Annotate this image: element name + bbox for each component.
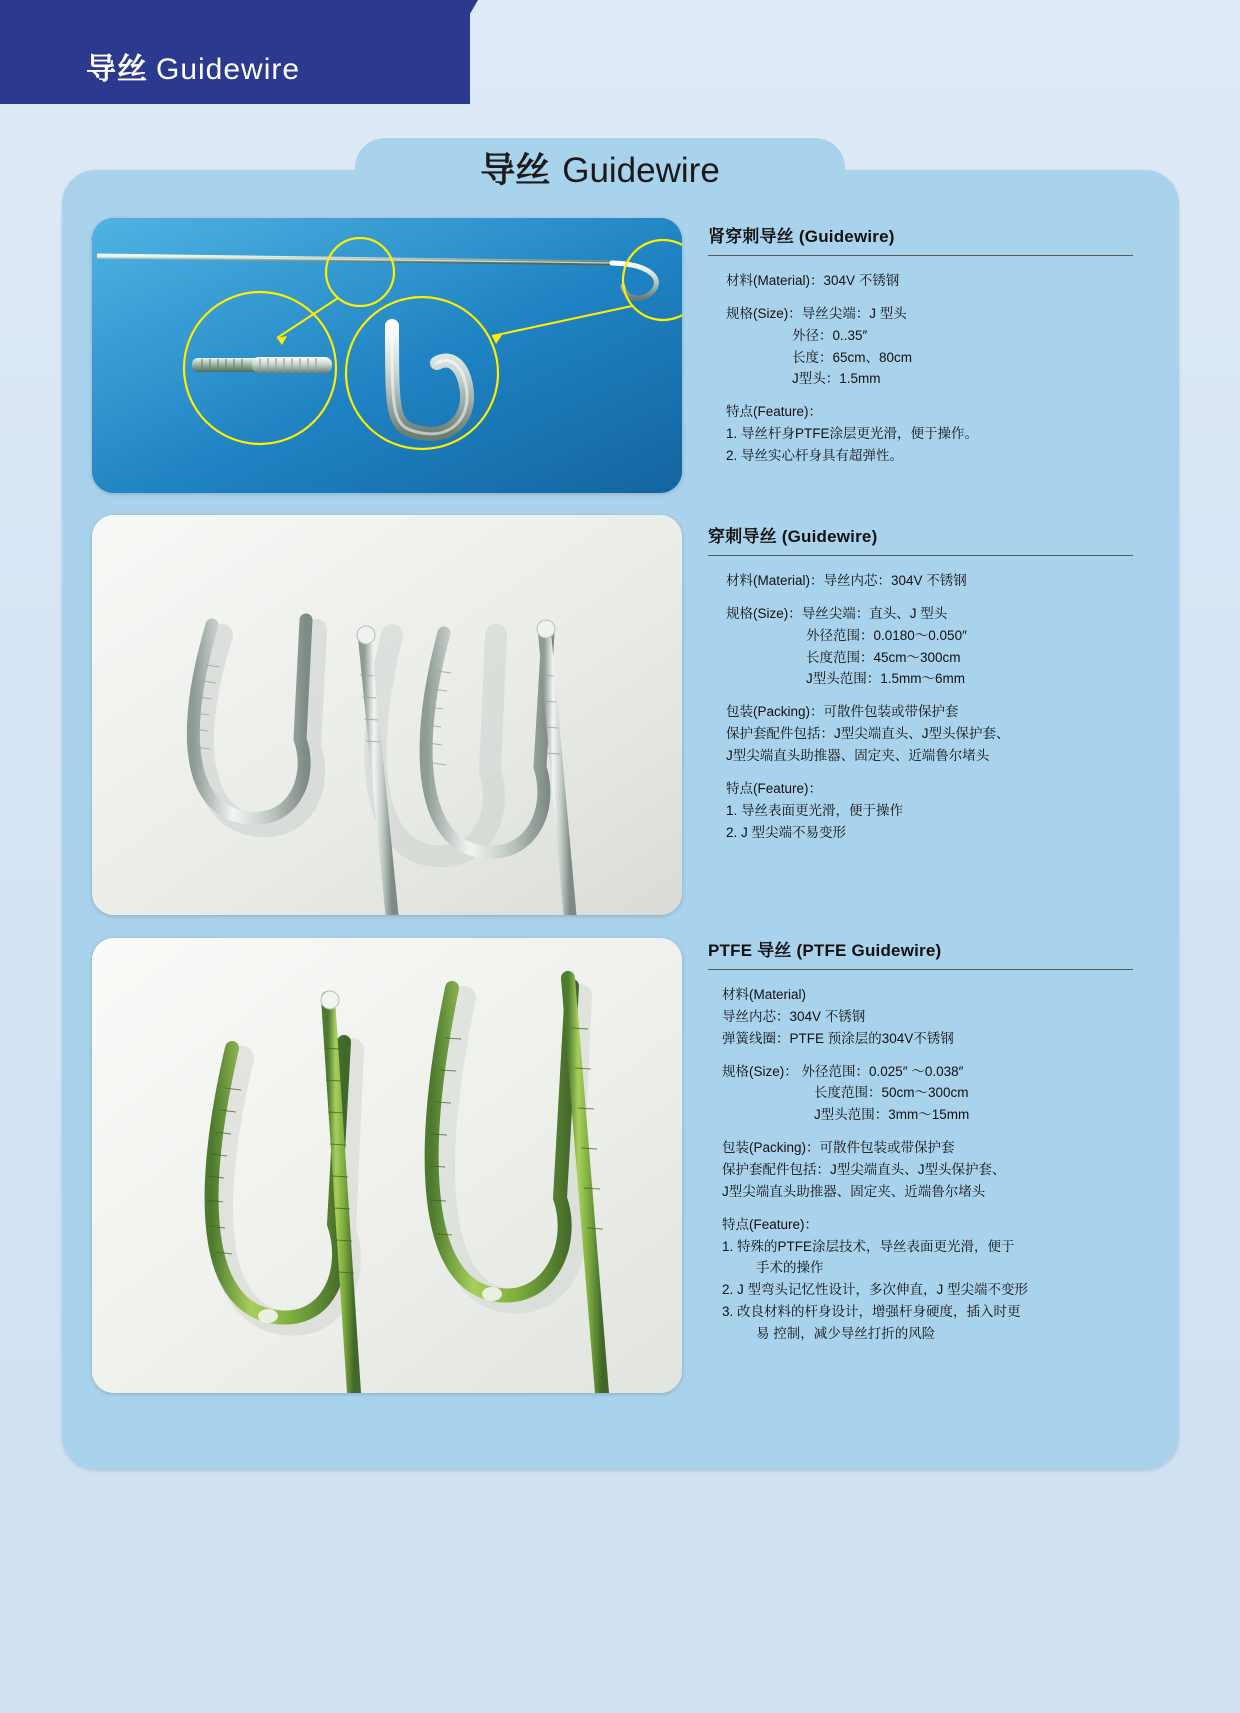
section-puncture-guidewire — [708, 522, 1133, 854]
section-renal-guidewire — [708, 222, 1133, 478]
feature-label-row: 特点(Feature)： — [726, 780, 823, 796]
feature-item-2: 2. J 型尖端不易变形 — [726, 824, 847, 840]
feature-label-row: 特点(Feature)： — [726, 404, 823, 420]
feature-item-1: 1. 特殊的PTFE涂层技术，导丝表面更光滑，便于 — [722, 1238, 1015, 1254]
packing-accessories-row-1: 保护套配件包括：J型尖端直头、J型头保护套、 — [726, 726, 1010, 742]
feature-label-row: 特点(Feature)： — [722, 1216, 819, 1232]
feature-item-3: 3. 改良材料的杆身设计，增强杆身硬度，插入时更 — [722, 1304, 1021, 1320]
ptfe-guidewire-illustration — [92, 938, 682, 1393]
size-jtip-row: J型头：1.5mm — [792, 371, 881, 387]
material-row: 材料(Material)：304V 不锈钢 — [726, 273, 900, 288]
size-length-range-row: 长度范围：50cm～300cm — [814, 1085, 969, 1101]
guidewire-photo-puncture — [92, 515, 682, 915]
material-core-row: 导丝内芯：304V 不锈钢 — [722, 1008, 866, 1024]
material-coil-row: 弹簧线圈：PTFE 预涂层的304V不锈钢 — [722, 1030, 954, 1046]
page-title-en: Guidewire — [156, 53, 301, 86]
size-length-range-row: 长度范围：45cm～300cm — [806, 649, 961, 665]
section-body — [708, 570, 1133, 843]
panel-title-cn: 导丝 — [480, 151, 551, 190]
renal-guidewire-illustration — [92, 218, 682, 493]
panel-title-en: Guidewire — [562, 151, 720, 190]
feature-item-1-cont: 手术的操作 — [756, 1260, 824, 1276]
packing-row: 包装(Packing)：可散件包装或带保护套 — [726, 704, 959, 720]
packing-accessories-row-2: J型尖端直头助推器、固定夹、近端鲁尔堵头 — [726, 748, 990, 764]
material-row: 材料(Material)：导丝内芯：304V 不锈钢 — [726, 573, 967, 588]
size-jtip-range-row: J型头范围：3mm～15mm — [814, 1107, 970, 1123]
section-heading: PTFE 导丝 (PTFE Guidewire) — [708, 941, 942, 960]
section-ptfe-guidewire — [708, 936, 1133, 1356]
section-divider — [708, 255, 1133, 256]
size-od-range-row: 外径范围：0.0180～0.050″ — [806, 627, 967, 643]
size-od-row: 外径：0..35″ — [792, 327, 868, 343]
section-heading: 肾穿刺导丝 (Guidewire) — [708, 227, 895, 246]
size-od-range-row: 规格(Size)： 外径范围：0.025″ ～0.038″ — [722, 1063, 964, 1079]
section-divider — [708, 555, 1133, 556]
section-body — [708, 270, 1133, 467]
puncture-guidewire-illustration — [92, 515, 682, 915]
feature-item-3-cont: 易 控制，减少导丝打折的风险 — [756, 1326, 936, 1342]
material-label-row: 材料(Material) — [722, 987, 807, 1002]
packing-accessories-row-1: 保护套配件包括：J型尖端直头、J型头保护套、 — [722, 1162, 1006, 1178]
page-title — [86, 44, 300, 88]
section-heading: 穿刺导丝 (Guidewire) — [708, 527, 878, 546]
feature-item-1: 1. 导丝表面更光滑，便于操作 — [726, 802, 904, 818]
feature-item-2: 2. J 型弯头记忆性设计，多次伸直，J 型尖端不变形 — [722, 1282, 1029, 1298]
size-row: 规格(Size)：导丝尖端：直头、J 型头 — [726, 605, 948, 621]
page-title-cn: 导丝 — [86, 53, 148, 86]
feature-item-2: 2. 导丝实心杆身具有超弹性。 — [726, 448, 904, 464]
section-divider — [708, 969, 1133, 970]
guidewire-photo-ptfe — [92, 938, 682, 1393]
feature-item-1: 1. 导丝杆身PTFE涂层更光滑，便于操作。 — [726, 426, 979, 442]
panel-title — [355, 138, 845, 200]
packing-accessories-row-2: J型尖端直头助推器、固定夹、近端鲁尔堵头 — [722, 1183, 986, 1199]
guidewire-photo-renal — [92, 218, 682, 493]
section-body — [708, 984, 1133, 1345]
size-row: 规格(Size)：导丝尖端：J 型头 — [726, 305, 907, 321]
packing-row: 包装(Packing)：可散件包装或带保护套 — [722, 1140, 955, 1156]
size-jtip-range-row: J型头范围：1.5mm～6mm — [806, 671, 966, 687]
size-length-row: 长度：65cm、80cm — [792, 349, 913, 365]
